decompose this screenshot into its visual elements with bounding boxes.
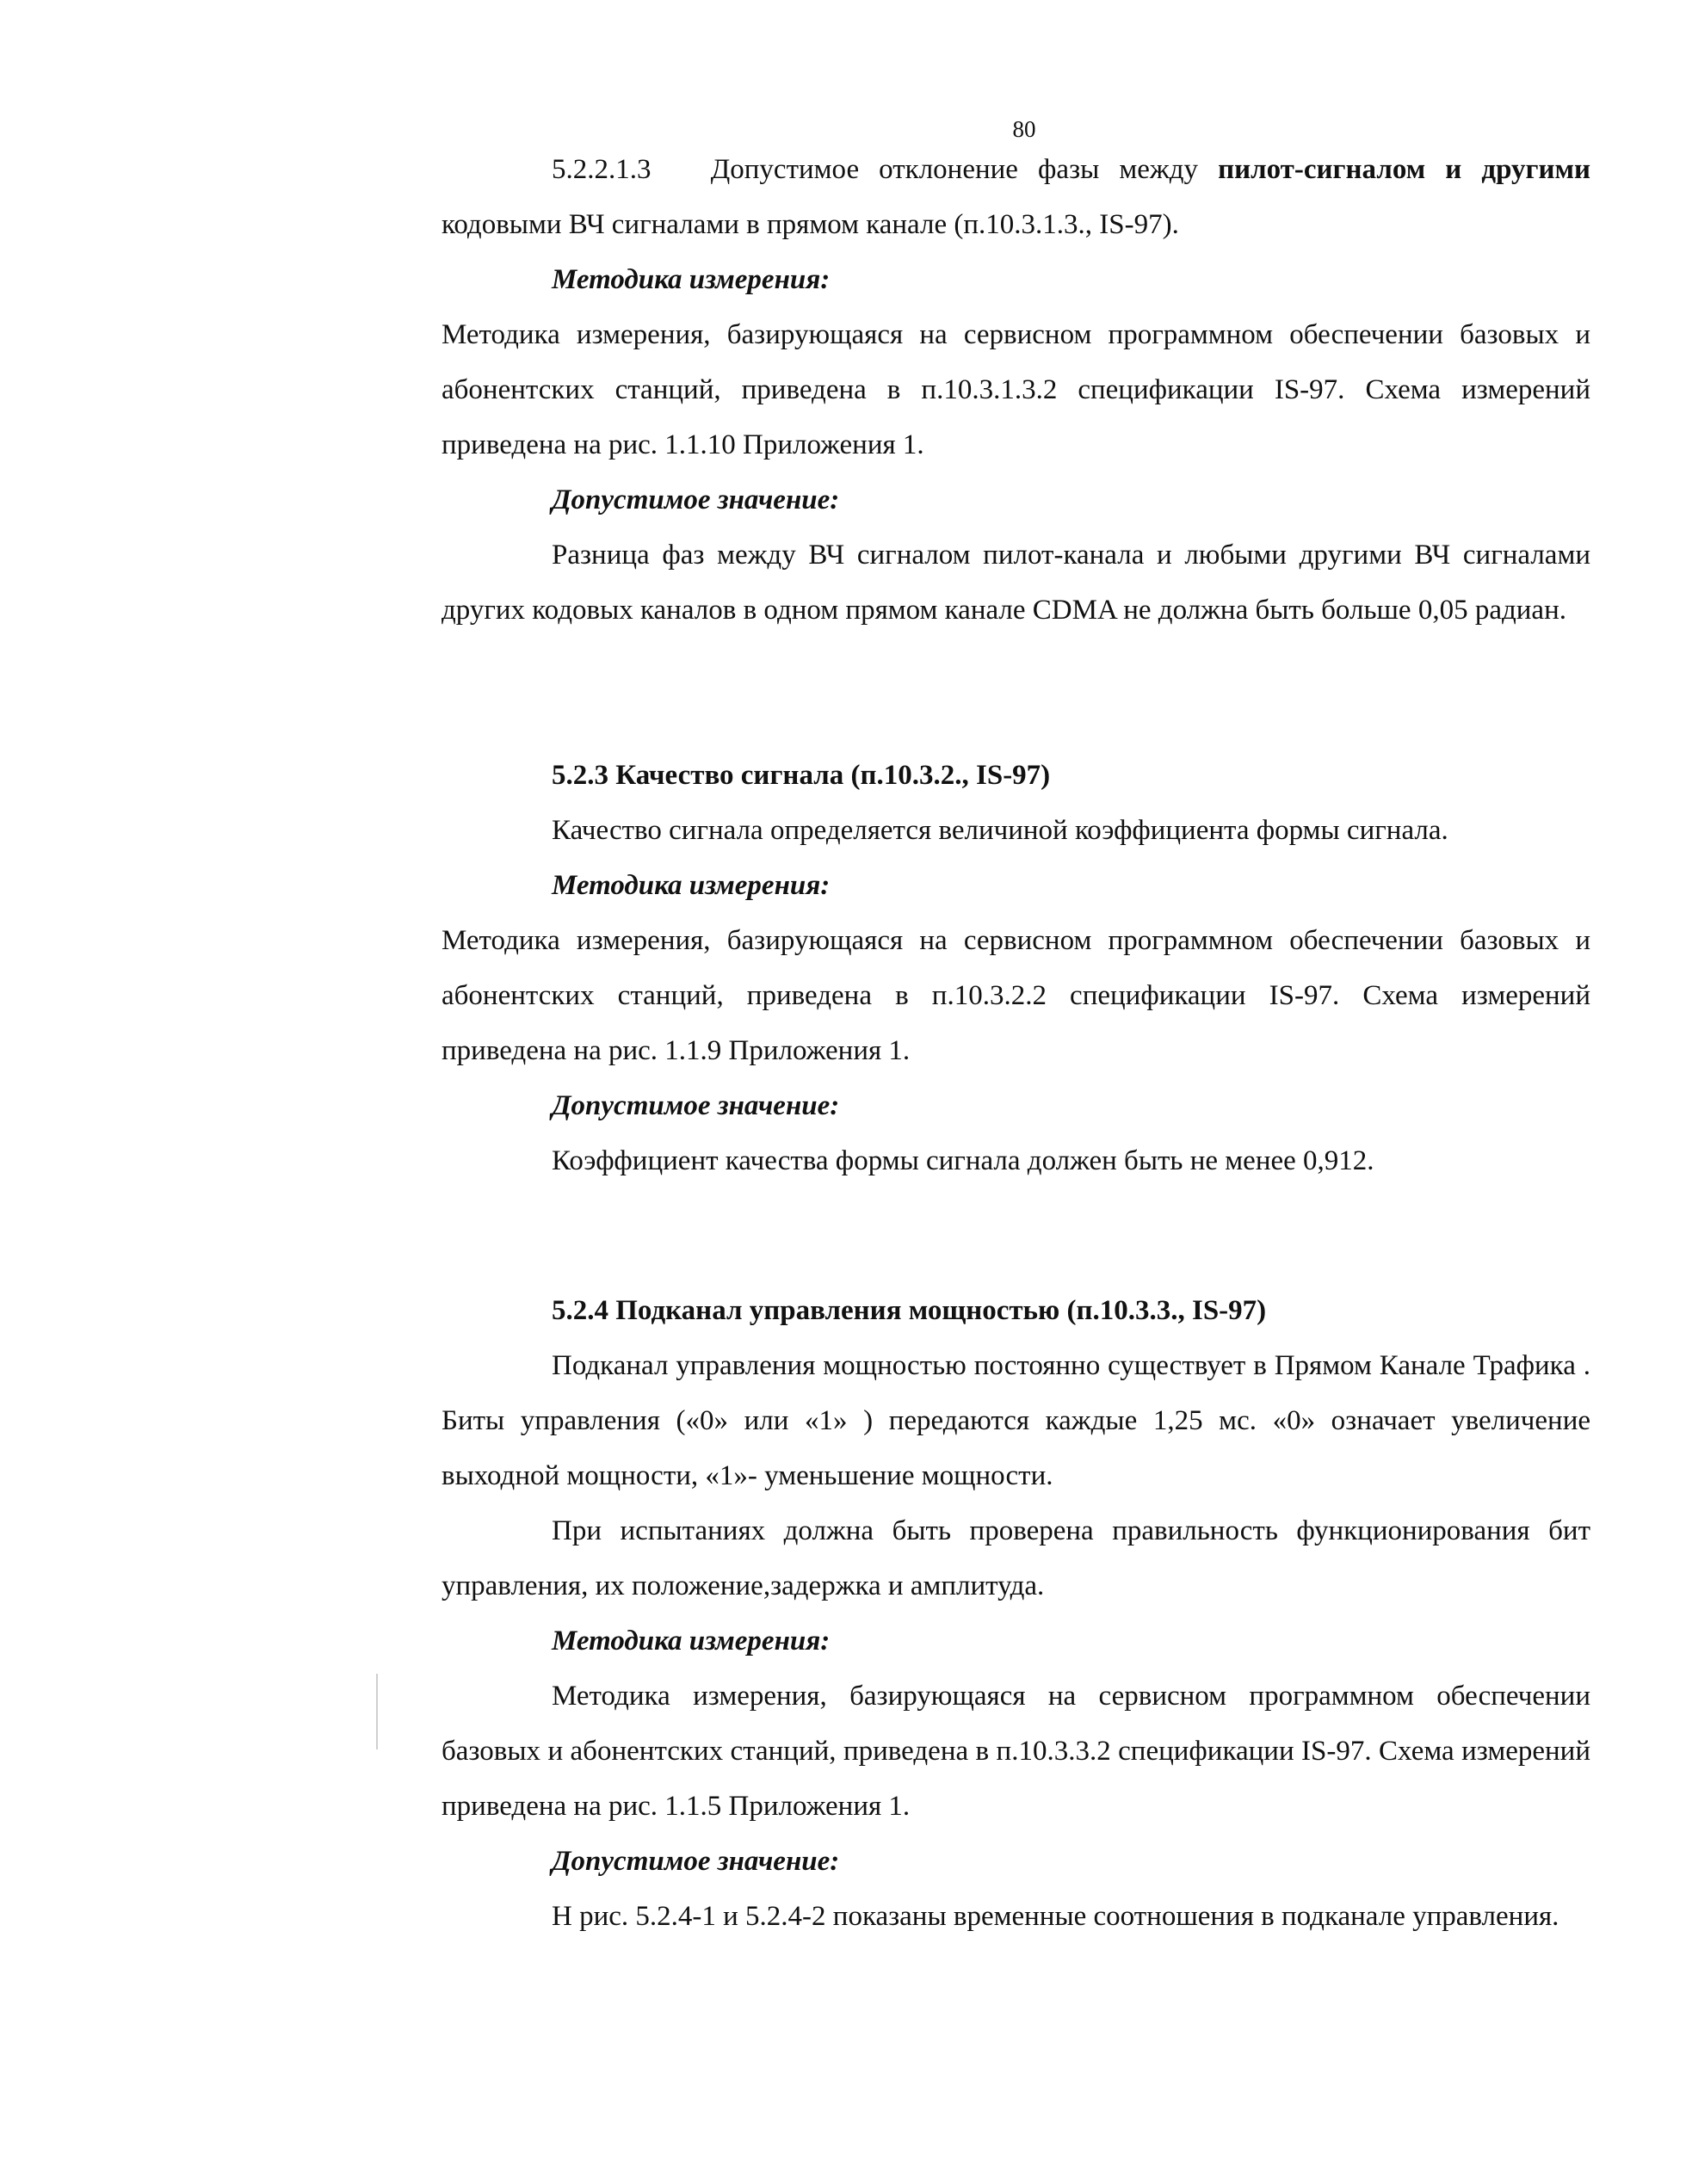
section-spacer — [442, 1188, 1590, 1283]
section-5-2-3-allowed-label: Допустимое значение: — [552, 1090, 840, 1121]
section-5-2-4-para2: При испытаниях должна быть проверена правильность функционирования бит управления, их положение,задержка и амплитуда. — [442, 1515, 1590, 1601]
heading-text-bold: пилот-сигналом и другими — [1218, 154, 1590, 185]
document-body — [442, 142, 1590, 1944]
section-5-2-4-method-label: Методика измерения: — [552, 1626, 831, 1657]
page-number: 80 — [1012, 116, 1036, 142]
section-5-2-4-allowed-label: Допустимое значение: — [552, 1846, 840, 1877]
section-5-2-4-allowed-text: Н рис. 5.2.4-1 и 5.2.4-2 показаны временные соотношения в подканале управления. — [552, 1901, 1559, 1932]
section-5-2-2-1-3-heading — [442, 142, 1590, 252]
heading-text-a: Допустимое отклонение фазы между — [710, 154, 1219, 185]
section-5-2-3-allowed-text: Коэффициент качества формы сигнала должен быть не менее 0,912. — [552, 1145, 1374, 1176]
section-5-2-3-method-label: Методика измерения: — [552, 870, 831, 901]
scan-margin-mark — [376, 1674, 378, 1749]
heading-number: 5.2.2.1.3 — [552, 154, 652, 185]
section-5-2-3-heading: 5.2.3 Качество сигнала (п.10.3.2., IS-97) — [552, 760, 1051, 791]
section-spacer — [442, 638, 1590, 748]
section-5-2-3-intro: Качество сигнала определяется величиной коэффициента формы сигнала. — [552, 815, 1448, 846]
section-5-2-2-1-3-method-label: Методика измерения: — [552, 264, 831, 295]
section-5-2-4-method-text: Методика измерения, базирующаяся на сервисном программном обеспечении базовых и абонентских станций, приведена в п.10.3.3.2 спецификации IS-97. Схема измерений приведена на рис. 1.1.5 Приложения 1. — [442, 1681, 1590, 1822]
section-5-2-2-1-3-allowed-text: Разница фаз между ВЧ сигналом пилот-канала и любыми другими ВЧ сигналами других кодовых каналов в одном прямом канале CDMA не должна быть больше 0,05 радиан. — [442, 540, 1590, 626]
heading-text-b: кодовыми ВЧ сигналами в прямом канале (п.10.3.1.3., IS-97). — [442, 209, 1179, 240]
section-5-2-2-1-3-method-text: Методика измерения, базирующаяся на сервисном программном обеспечении базовых и абонентских станций, приведена в п.10.3.1.3.2 спецификации IS-97. Схема измерений приведена на рис. 1.1.10 Приложения 1. — [442, 319, 1590, 460]
section-5-2-4-para1: Подканал управления мощностью постоянно существует в Прямом Канале Трафика . Биты управления («0» или «1» ) передаются каждые 1,25 мс. «0» означает увеличение выходной мощности, «1»- уменьшение мощности. — [442, 1350, 1590, 1491]
section-5-2-4-heading: 5.2.4 Подканал управления мощностью (п.10.3.3., IS-97) — [552, 1295, 1267, 1326]
section-5-2-3-method-text: Методика измерения, базирующаяся на сервисном программном обеспечении базовых и абонентских станций, приведена в п.10.3.2.2 спецификации IS-97. Схема измерений приведена на рис. 1.1.9 Приложения 1. — [442, 925, 1590, 1066]
section-5-2-2-1-3-allowed-label: Допустимое значение: — [552, 484, 840, 515]
